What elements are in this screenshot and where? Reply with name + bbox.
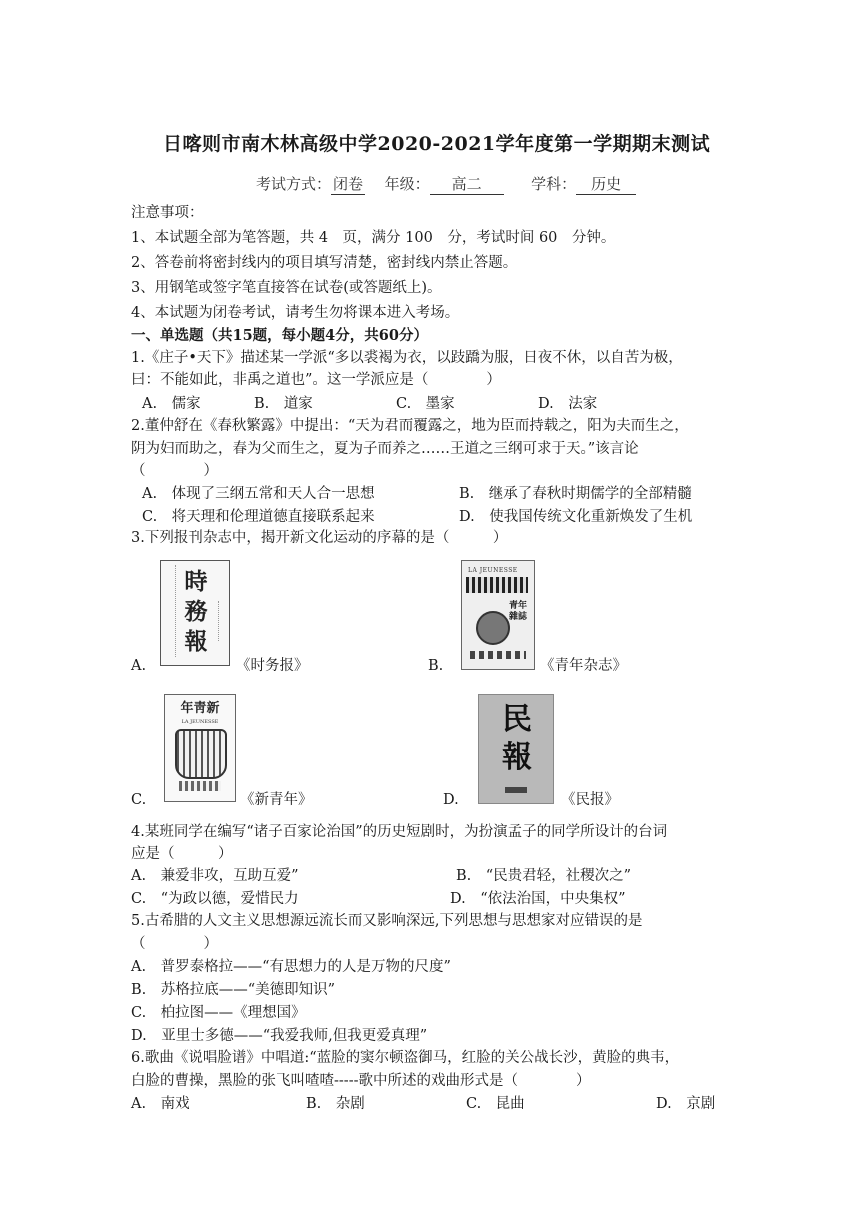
question-2-stem-cont: 阴为妇而助之，春为父而生之，夏为子而养之……王道之三纲可求于天。”该言论 — [131, 441, 639, 457]
newspaper-minbao-image — [478, 694, 554, 804]
q3-option-d-caption: 《民报》 — [561, 792, 619, 808]
magazine-title-chars: 青年雜誌 — [508, 601, 527, 622]
q2-option-a: A. 体现了三纲五常和天人合一思想 — [142, 486, 375, 502]
q4-option-a: A. 兼爱非攻，互助互爱” — [131, 868, 299, 884]
question-4-stem-cont: 应是（ ） — [131, 846, 233, 862]
newspaper-shiwubao-image — [160, 560, 230, 666]
grade: 高二 — [430, 174, 504, 195]
q5-option-b: B. 苏格拉底——“美德即知识” — [131, 982, 336, 998]
q5-option-c: C. 柏拉图——《理想国》 — [131, 1005, 306, 1021]
notes-heading: 注意事项： — [131, 205, 204, 221]
question-2-stem: 2.董仲舒在《春秋繁露》中提出：“天为君而覆露之，地为臣而持载之，阳为夫而生之， — [131, 418, 689, 434]
question-1-stem-cont: 曰：不能如此，非禹之道也”。这一学派应是（ ） — [131, 372, 501, 388]
q3-option-d-label: D. — [443, 792, 459, 808]
q3-option-b-caption: 《青年杂志》 — [540, 658, 627, 674]
question-5-stem: 5.古希腊的人文主义思想源远流长而又影响深远,下列思想与思想家对应错误的是 — [131, 913, 643, 929]
magazine-title-chars: 年靑新 — [180, 701, 220, 716]
q3-option-c-label: C. — [131, 792, 147, 808]
section-heading: 一、单选题（共15题，每小题4分，共60分） — [131, 327, 428, 344]
q1-option-d: D. 法家 — [538, 396, 598, 412]
q5-option-d: D. 亚里士多德——“我爱我师,但我更爱真理” — [131, 1028, 428, 1044]
magazine-banner: LA JEUNESSE — [181, 719, 219, 725]
q1-option-a: A. 儒家 — [142, 396, 201, 412]
q5-option-a: A. 普罗泰格拉——“有思想力的人是万物的尺度” — [131, 959, 451, 975]
note-item: 1、本试题全部为笔答题，共 4 页，满分 100 分，考试时间 60 分钟。 — [131, 230, 616, 246]
q1-option-c: C. 墨家 — [396, 396, 455, 412]
magazine-xin-qingnian-image — [164, 694, 236, 802]
q3-option-a-caption: 《时务报》 — [236, 658, 309, 674]
question-1-stem: 1.《庄子•天下》描述某一学派“多以裘褐为衣，以跂蹻为服，日夜不休，以自苦为极， — [131, 350, 683, 366]
q6-option-d: D. 京剧 — [656, 1096, 716, 1112]
subject-label: 学科： — [531, 175, 577, 193]
newspaper-title-chars: 時務報 — [184, 568, 208, 655]
note-item: 3、用钢笔或签字笔直接答在试卷(或答题纸上)。 — [131, 280, 442, 296]
q1-option-b: B. 道家 — [254, 396, 313, 412]
q2-option-b: B. 继承了春秋时期儒学的全部精髓 — [459, 486, 692, 502]
question-2-stem-cont: （ ） — [131, 463, 218, 479]
question-6-stem: 6.歌曲《说唱脸谱》中唱道:“蓝脸的窦尔顿盗御马，红脸的关公战长沙，黄脸的典韦， — [131, 1050, 680, 1066]
magazine-banner: LA JEUNESSE — [468, 567, 518, 574]
newspaper-title-chars: 民報 — [502, 702, 532, 775]
grade-label: 年级： — [384, 175, 430, 193]
exam-mode: 闭卷 — [333, 175, 364, 193]
question-6-stem-cont: 白脸的曹操，黑脸的张飞叫喳喳-----歌中所述的戏曲形式是（ ） — [131, 1073, 591, 1089]
q6-option-a: A. 南戏 — [131, 1096, 190, 1112]
note-item: 2、答卷前将密封线内的项目填写清楚，密封线内禁止答题。 — [131, 255, 518, 271]
question-5-stem-cont: （ ） — [131, 936, 218, 952]
note-item: 4、本试题为闭卷考试，请考生勿将课本进入考场。 — [131, 305, 460, 321]
magazine-qingnian-zazhi-image — [461, 560, 535, 670]
exam-meta — [256, 174, 636, 195]
q4-option-c: C. “为政以德，爱惜民力 — [131, 891, 299, 907]
q3-option-c-caption: 《新青年》 — [240, 792, 313, 808]
q4-option-b: B. “民贵君轻，社稷次之” — [456, 868, 632, 884]
subject: 历史 — [576, 174, 636, 195]
q3-option-b-label: B. — [428, 658, 444, 674]
q4-option-d: D. “依法治国，中央集权” — [450, 891, 626, 907]
q3-option-a-label: A. — [131, 658, 147, 674]
q6-option-c: C. 昆曲 — [466, 1096, 525, 1112]
q6-option-b: B. 杂剧 — [306, 1096, 365, 1112]
q2-option-c: C. 将天理和伦理道德直接联系起来 — [142, 509, 375, 525]
question-4-stem: 4.某班同学在编写“诸子百家论治国”的历史短剧时，为扮演孟子的同学所设计的台词 — [131, 824, 668, 840]
q2-option-d: D. 使我国传统文化重新焕发了生机 — [459, 509, 693, 525]
exam-mode-label: 考试方式： — [256, 175, 332, 193]
exam-title: 日喀则市南木林高级中学2020-2021学年度第一学期期末测试 — [163, 133, 711, 155]
question-3-stem: 3.下列报刊杂志中，揭开新文化运动的序幕的是（ ） — [131, 530, 508, 546]
